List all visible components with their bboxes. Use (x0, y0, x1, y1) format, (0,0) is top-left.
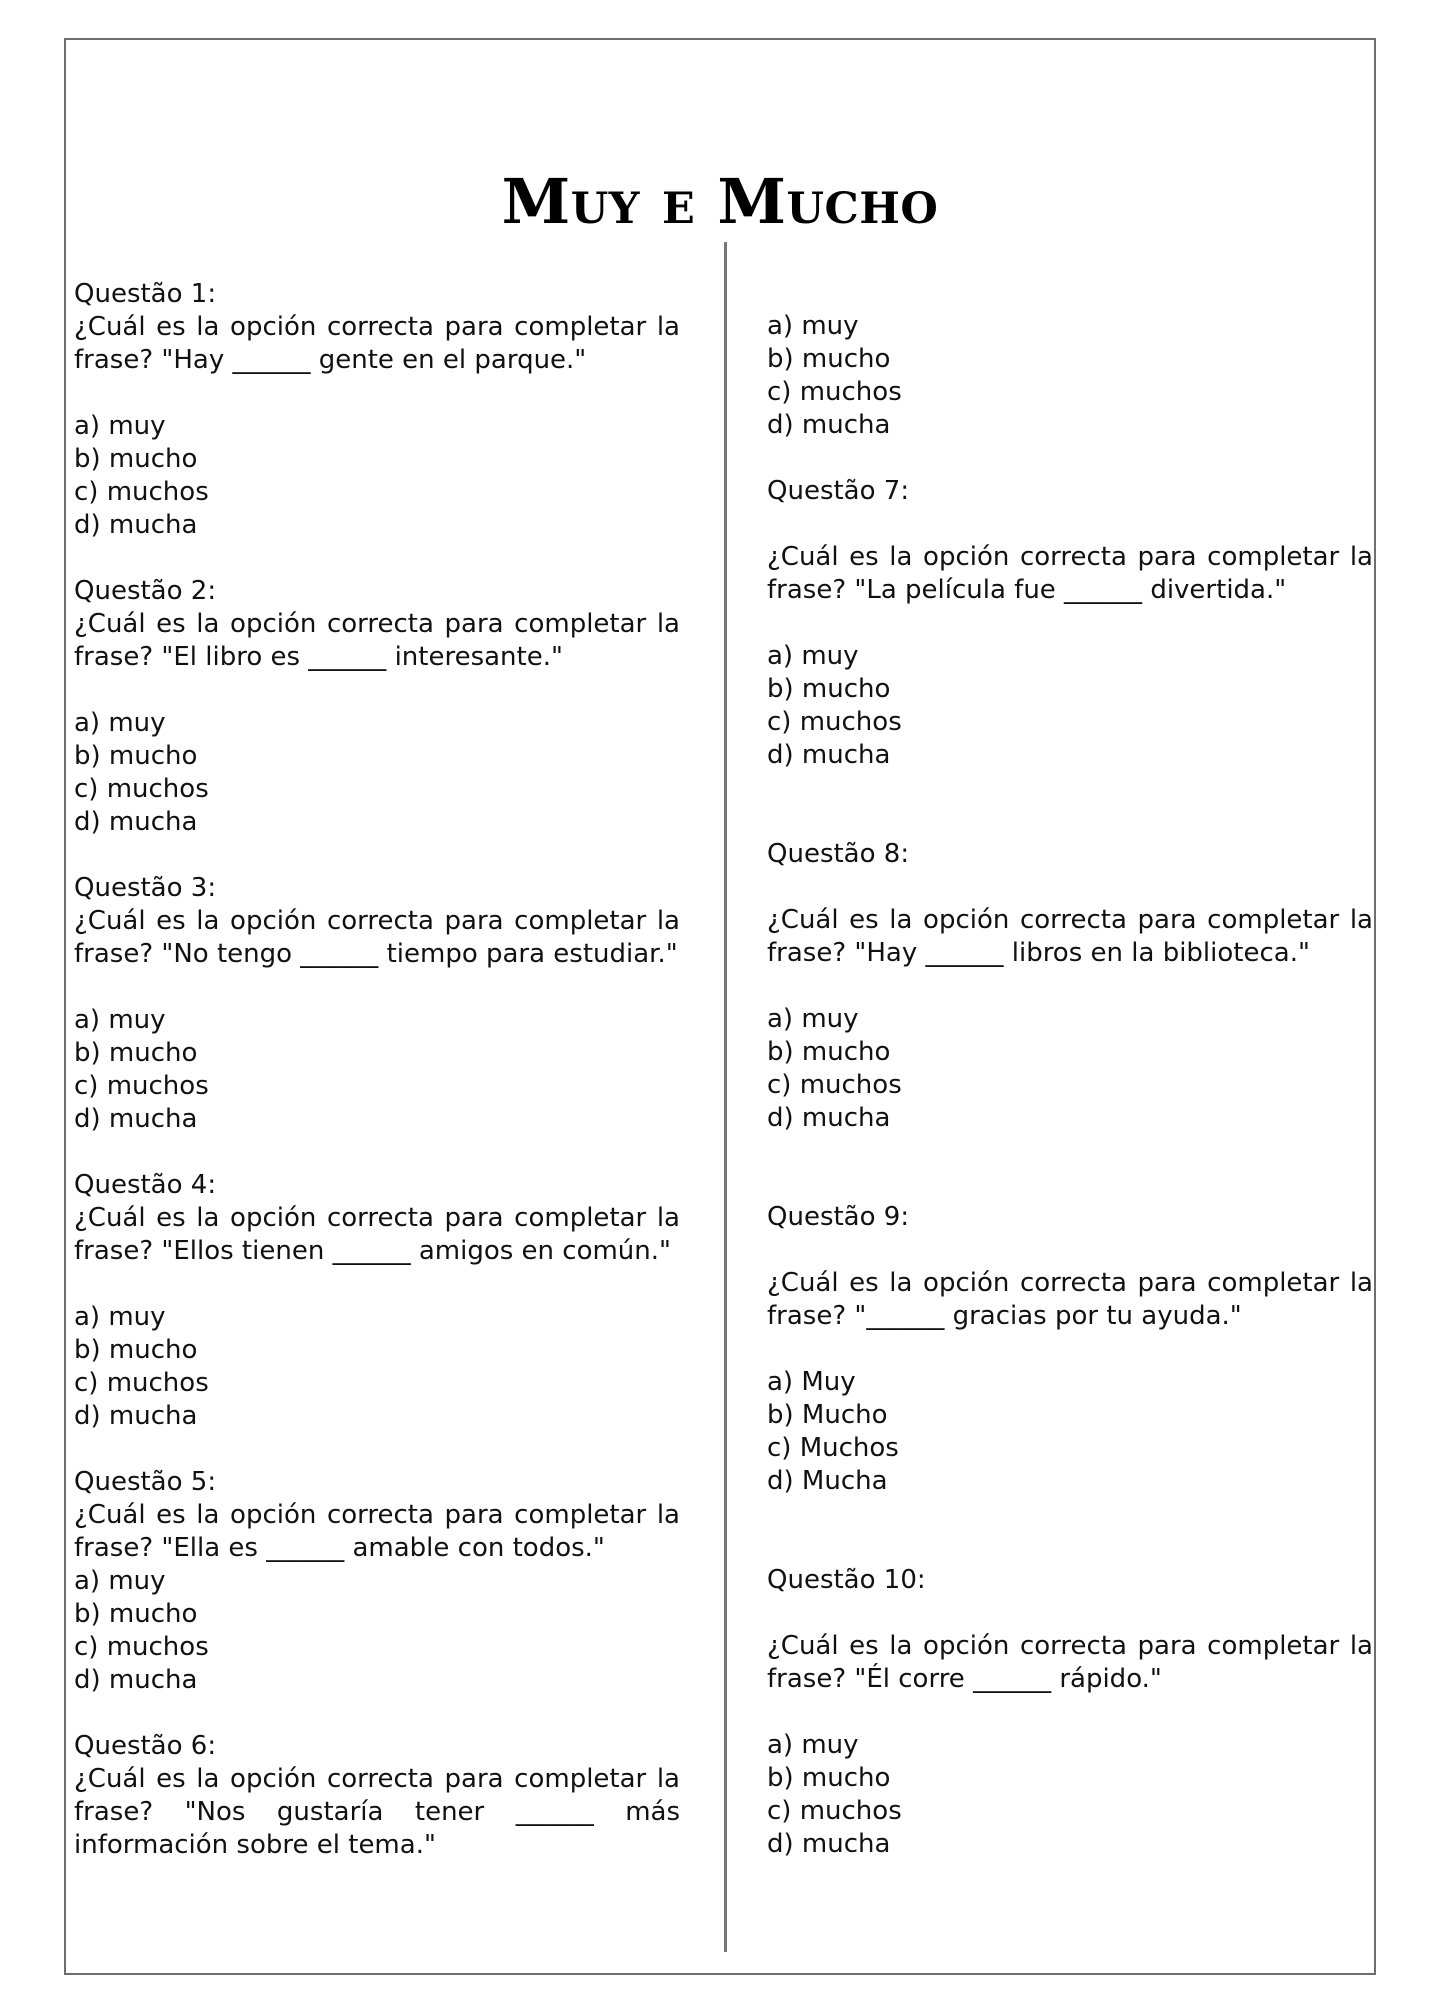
option-b: b) mucho (74, 1599, 198, 1629)
question-10 (767, 1564, 1373, 1861)
options-list (767, 1366, 1373, 1498)
option-d: d) mucha (74, 807, 198, 837)
question-label: Questão 2: (74, 576, 217, 606)
option-d: d) mucha (767, 1829, 891, 1859)
option-d: d) mucha (74, 510, 198, 540)
options-list (767, 1003, 1373, 1135)
option-a: a) Muy (767, 1367, 856, 1397)
page-title: Muy e Mucho (501, 165, 939, 238)
option-a: a) muy (74, 1302, 166, 1332)
options-list (74, 1565, 680, 1697)
option-c: c) Muchos (767, 1433, 899, 1463)
option-b: b) mucho (767, 1763, 891, 1793)
question-2 (74, 575, 680, 872)
question-text: ¿Cuál es la opción correcta para completar la frase? "No tengo ______ tiempo para estudiar." (74, 906, 680, 969)
option-b: b) mucho (74, 1335, 198, 1365)
option-b: b) Mucho (767, 1400, 888, 1430)
options-list (74, 707, 680, 839)
option-a: a) muy (767, 311, 859, 341)
option-b: b) mucho (74, 741, 198, 771)
option-c: c) muchos (74, 1632, 209, 1662)
option-c: c) muchos (74, 774, 209, 804)
option-d: d) mucha (74, 1665, 198, 1695)
question-5 (74, 1466, 680, 1730)
option-a: a) muy (767, 641, 859, 671)
options-list (74, 1004, 680, 1136)
option-a: a) muy (767, 1004, 859, 1034)
worksheet-page (64, 38, 1376, 1975)
question-label: Questão 1: (74, 279, 217, 309)
option-b: b) mucho (74, 444, 198, 474)
option-d: d) mucha (767, 410, 891, 440)
question-label: Questão 3: (74, 873, 217, 903)
question-label: Questão 4: (74, 1170, 217, 1200)
question-text: ¿Cuál es la opción correcta para completar la frase? "Él corre ______ rápido." (767, 1631, 1373, 1694)
column-divider (724, 242, 727, 1952)
option-d: d) mucha (767, 740, 891, 770)
option-a: a) muy (74, 411, 166, 441)
options-list (74, 410, 680, 542)
option-c: c) muchos (74, 1368, 209, 1398)
left-column (74, 278, 680, 1862)
option-c: c) muchos (767, 1796, 902, 1826)
option-d: d) mucha (767, 1103, 891, 1133)
option-c: c) muchos (767, 377, 902, 407)
question-1 (74, 278, 680, 575)
option-b: b) mucho (74, 1038, 198, 1068)
question-label: Questão 8: (767, 839, 910, 869)
question-8 (767, 838, 1373, 1201)
option-b: b) mucho (767, 344, 891, 374)
options-list (767, 1729, 1373, 1861)
question-label: Questão 5: (74, 1467, 217, 1497)
option-d: d) Mucha (767, 1466, 888, 1496)
question-text: ¿Cuál es la opción correcta para completar la frase? "Hay ______ libros en la biblioteca." (767, 905, 1373, 968)
question-3 (74, 872, 680, 1169)
question-text: ¿Cuál es la opción correcta para completar la frase? "Nos gustaría tener ______ más información sobre el tema." (74, 1764, 680, 1860)
question-label: Questão 9: (767, 1202, 910, 1232)
question-label: Questão 6: (74, 1731, 217, 1761)
option-c: c) muchos (74, 477, 209, 507)
option-b: b) mucho (767, 674, 891, 704)
option-c: c) muchos (74, 1071, 209, 1101)
question-text: ¿Cuál es la opción correcta para completar la frase? "El libro es ______ interesante." (74, 609, 680, 672)
option-b: b) mucho (767, 1037, 891, 1067)
option-c: c) muchos (767, 707, 902, 737)
question-text: ¿Cuál es la opción correcta para completar la frase? "Hay ______ gente en el parque." (74, 312, 680, 375)
option-d: d) mucha (74, 1104, 198, 1134)
question-7 (767, 475, 1373, 838)
option-a: a) muy (767, 1730, 859, 1760)
right-column (767, 310, 1373, 1861)
options-list-question-6 (767, 310, 1373, 442)
option-a: a) muy (74, 708, 166, 738)
question-6 (74, 1730, 680, 1862)
question-text: ¿Cuál es la opción correcta para completar la frase? "______ gracias por tu ayuda." (767, 1268, 1373, 1331)
option-c: c) muchos (767, 1070, 902, 1100)
options-list (74, 1301, 680, 1433)
question-text: ¿Cuál es la opción correcta para completar la frase? "Ellos tienen ______ amigos en común." (74, 1203, 680, 1266)
option-d: d) mucha (74, 1401, 198, 1431)
question-4 (74, 1169, 680, 1466)
question-9 (767, 1201, 1373, 1564)
question-text: ¿Cuál es la opción correcta para completar la frase? "Ella es ______ amable con todos." (74, 1500, 680, 1563)
option-a: a) muy (74, 1005, 166, 1035)
question-text: ¿Cuál es la opción correcta para completar la frase? "La película fue ______ divertida." (767, 542, 1373, 605)
question-label: Questão 7: (767, 476, 910, 506)
question-label: Questão 10: (767, 1565, 926, 1595)
option-a: a) muy (74, 1566, 166, 1596)
options-list (767, 640, 1373, 772)
